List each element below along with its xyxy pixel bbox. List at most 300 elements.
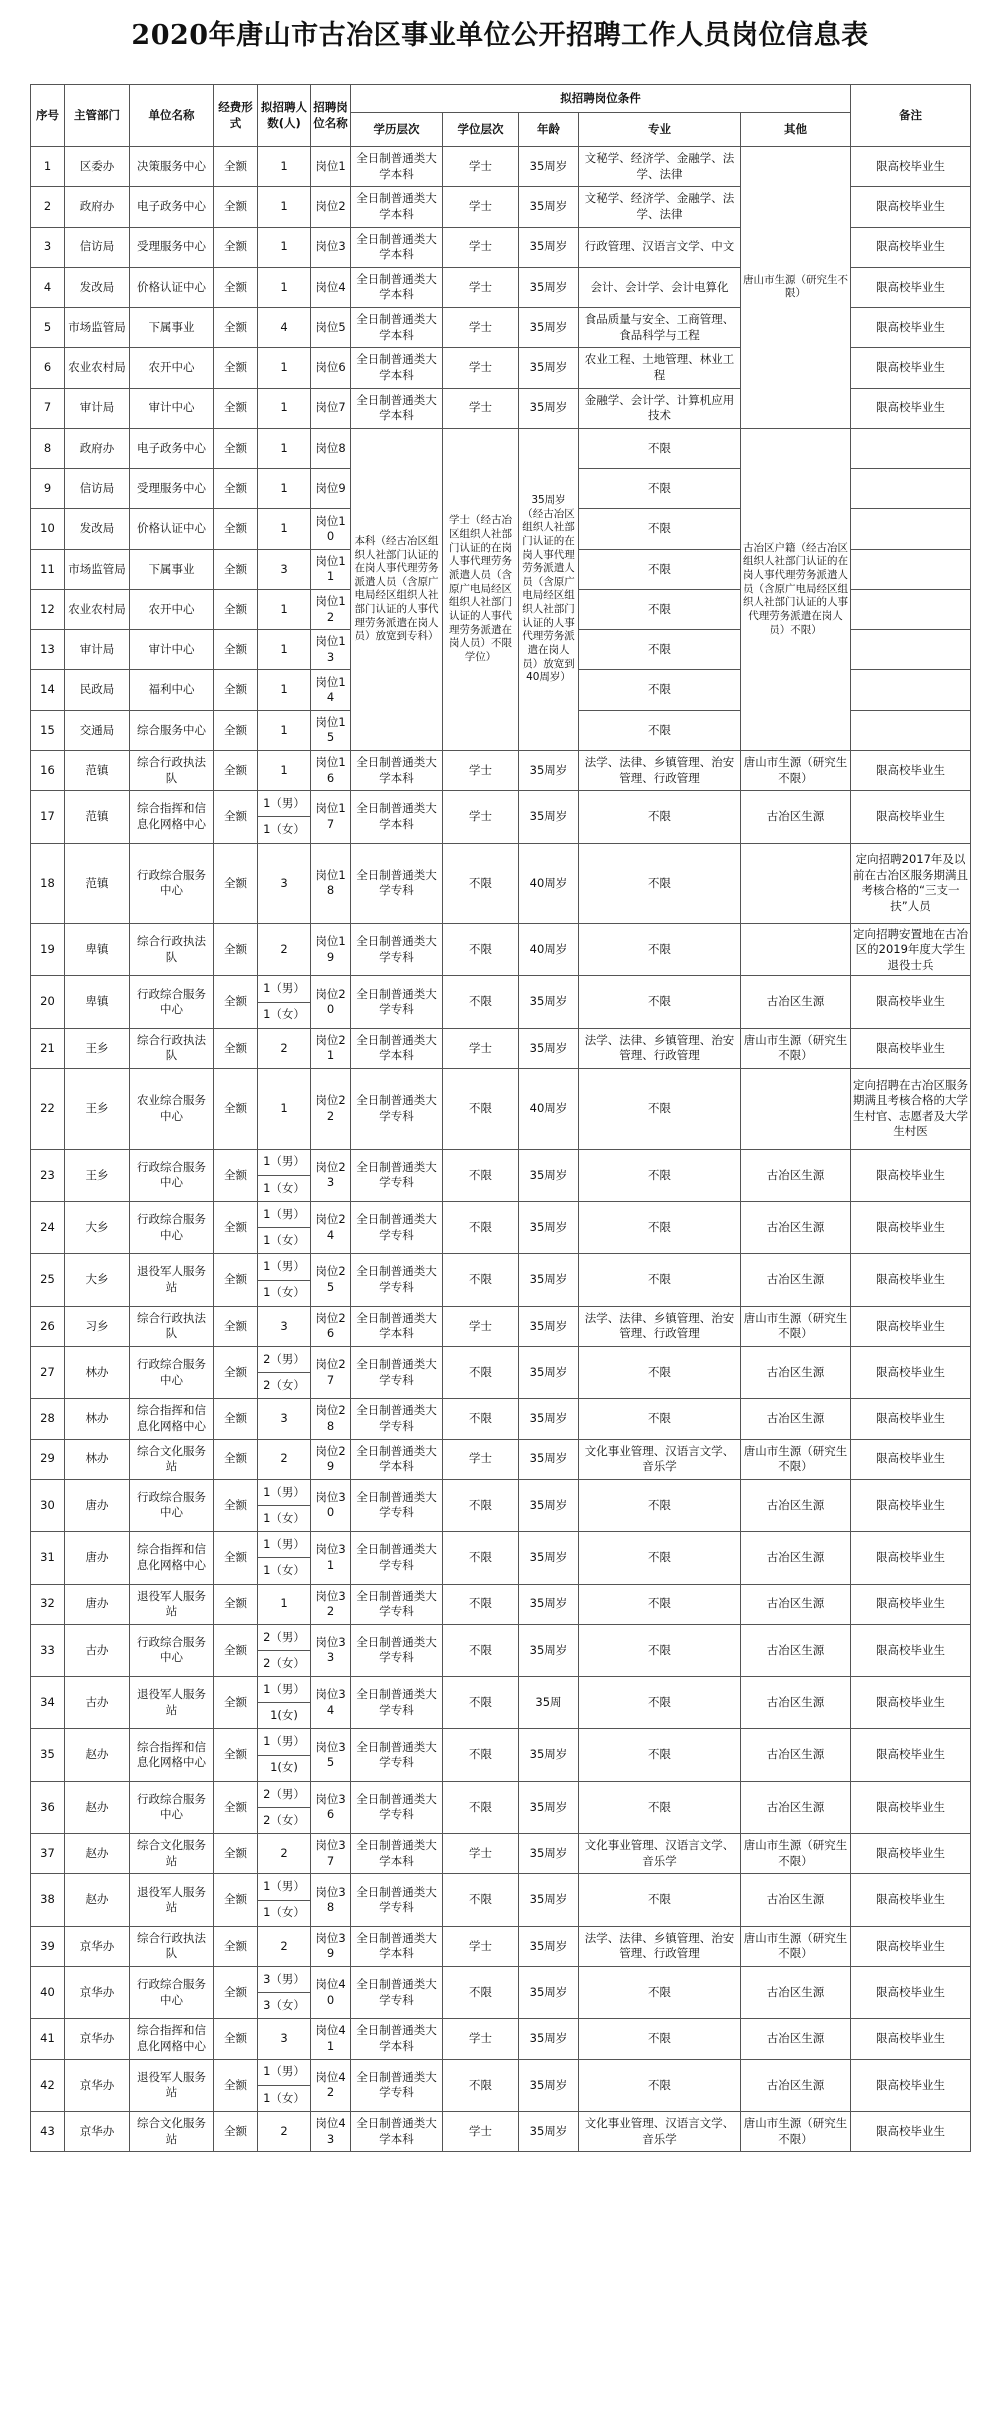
cell-age: 35周岁 bbox=[519, 187, 579, 227]
cell-post: 岗位1 bbox=[311, 147, 351, 187]
cell-funding: 全额 bbox=[214, 1306, 258, 1346]
cell-seq: 15 bbox=[31, 710, 65, 750]
cell-dept: 京华办 bbox=[65, 2111, 130, 2151]
cell-count: 1 bbox=[258, 227, 311, 267]
table-row bbox=[31, 1874, 971, 1900]
cell-count: 1 bbox=[258, 187, 311, 227]
table-row bbox=[31, 2019, 971, 2059]
cell-post: 岗位30 bbox=[311, 1479, 351, 1531]
cell-other: 古冶区生源 bbox=[741, 1149, 851, 1201]
cell-post: 岗位40 bbox=[311, 1967, 351, 2019]
cell-dept: 政府办 bbox=[65, 187, 130, 227]
header-funding: 经费形式 bbox=[214, 85, 258, 147]
cell-age: 35周岁 bbox=[519, 1624, 579, 1676]
cell-count: 1（女） bbox=[258, 1558, 311, 1584]
cell-funding: 全额 bbox=[214, 308, 258, 348]
cell-unit: 行政综合服务中心 bbox=[130, 1149, 214, 1201]
cell-degree: 学士 bbox=[443, 1834, 519, 1874]
cell-dept: 唐办 bbox=[65, 1479, 130, 1531]
cell-count: 1（男） bbox=[258, 1201, 311, 1227]
table-row bbox=[31, 1624, 971, 1650]
cell-unit: 综合行政执法队 bbox=[130, 1926, 214, 1966]
cell-funding: 全额 bbox=[214, 589, 258, 629]
cell-post: 岗位9 bbox=[311, 469, 351, 509]
cell-post: 岗位12 bbox=[311, 589, 351, 629]
cell-degree: 不限 bbox=[443, 1781, 519, 1833]
cell-post: 岗位16 bbox=[311, 750, 351, 790]
cell-major: 不限 bbox=[579, 1254, 741, 1306]
cell-dept: 信访局 bbox=[65, 227, 130, 267]
cell-count: 1（女） bbox=[258, 1175, 311, 1201]
cell-age: 35周岁 bbox=[519, 1584, 579, 1624]
cell-post: 岗位38 bbox=[311, 1874, 351, 1926]
cell-count: 1 bbox=[258, 509, 311, 549]
cell-remark bbox=[851, 589, 971, 629]
cell-other-merged: 唐山市生源（研究生不限） bbox=[741, 147, 851, 429]
job-table bbox=[30, 84, 971, 2152]
cell-major: 不限 bbox=[579, 924, 741, 976]
cell-count: 1（女） bbox=[258, 1280, 311, 1306]
cell-degree: 不限 bbox=[443, 1677, 519, 1729]
cell-other: 古冶区生源 bbox=[741, 976, 851, 1028]
cell-remark: 限高校毕业生 bbox=[851, 1149, 971, 1201]
cell-major: 不限 bbox=[579, 843, 741, 924]
cell-age: 35周岁 bbox=[519, 976, 579, 1028]
cell-funding: 全额 bbox=[214, 1028, 258, 1068]
cell-dept: 交通局 bbox=[65, 710, 130, 750]
cell-major: 文秘学、经济学、金融学、法学、法律 bbox=[579, 187, 741, 227]
cell-unit: 农开中心 bbox=[130, 348, 214, 388]
cell-post: 岗位5 bbox=[311, 308, 351, 348]
table-row bbox=[31, 1306, 971, 1346]
cell-remark: 限高校毕业生 bbox=[851, 1874, 971, 1926]
cell-dept: 赵办 bbox=[65, 1874, 130, 1926]
table-row bbox=[31, 1834, 971, 1874]
cell-edu: 全日制普通类大学专科 bbox=[351, 1624, 443, 1676]
table-row bbox=[31, 1584, 971, 1624]
cell-other: 古冶区生源 bbox=[741, 1781, 851, 1833]
cell-unit: 综合文化服务站 bbox=[130, 2111, 214, 2151]
cell-other-merged: 古冶区户籍（经古冶区组织人社部门认证的在岗人事代理劳务派遣人员（含原广电局经区组织人社部门认证的人事代理劳务派遣在岗人员）不限） bbox=[741, 428, 851, 750]
cell-major: 不限 bbox=[579, 589, 741, 629]
cell-unit: 综合指挥和信息化网格中心 bbox=[130, 791, 214, 843]
cell-degree: 学士 bbox=[443, 147, 519, 187]
cell-edu: 全日制普通类大学专科 bbox=[351, 924, 443, 976]
cell-count: 1（男） bbox=[258, 1729, 311, 1755]
cell-unit: 综合行政执法队 bbox=[130, 1028, 214, 1068]
cell-remark: 限高校毕业生 bbox=[851, 308, 971, 348]
cell-other: 唐山市生源（研究生不限） bbox=[741, 1028, 851, 1068]
cell-unit: 价格认证中心 bbox=[130, 509, 214, 549]
cell-funding: 全额 bbox=[214, 469, 258, 509]
cell-count: 1（男） bbox=[258, 1532, 311, 1558]
cell-post: 岗位17 bbox=[311, 791, 351, 843]
cell-dept: 王乡 bbox=[65, 1149, 130, 1201]
cell-edu: 全日制普通类大学专科 bbox=[351, 1399, 443, 1439]
table-row bbox=[31, 976, 971, 1002]
header-seq: 序号 bbox=[31, 85, 65, 147]
cell-post: 岗位33 bbox=[311, 1624, 351, 1676]
cell-funding: 全额 bbox=[214, 1201, 258, 1253]
cell-remark: 限高校毕业生 bbox=[851, 388, 971, 428]
cell-major: 不限 bbox=[579, 1201, 741, 1253]
cell-unit: 行政综合服务中心 bbox=[130, 1967, 214, 2019]
cell-degree: 不限 bbox=[443, 1346, 519, 1398]
table-row bbox=[31, 2111, 971, 2151]
cell-major: 不限 bbox=[579, 1584, 741, 1624]
cell-edu: 全日制普通类大学本科 bbox=[351, 1028, 443, 1068]
cell-post: 岗位31 bbox=[311, 1532, 351, 1584]
cell-dept: 王乡 bbox=[65, 1069, 130, 1150]
cell-dept: 政府办 bbox=[65, 428, 130, 468]
cell-count: 2 bbox=[258, 2111, 311, 2151]
cell-edu: 全日制普通类大学专科 bbox=[351, 1149, 443, 1201]
cell-seq: 37 bbox=[31, 1834, 65, 1874]
cell-funding: 全额 bbox=[214, 1532, 258, 1584]
cell-unit: 综合指挥和信息化网格中心 bbox=[130, 2019, 214, 2059]
cell-seq: 25 bbox=[31, 1254, 65, 1306]
cell-degree: 学士 bbox=[443, 187, 519, 227]
cell-funding: 全额 bbox=[214, 509, 258, 549]
cell-seq: 33 bbox=[31, 1624, 65, 1676]
cell-degree-merged: 学士（经古冶区组织人社部门认证的在岗人事代理劳务派遣人员（含原广电局经区组织人社部门认证的人事代理劳务派遣在岗人员）不限学位） bbox=[443, 428, 519, 750]
table-row bbox=[31, 428, 971, 468]
cell-funding: 全额 bbox=[214, 924, 258, 976]
cell-edu: 全日制普通类大学本科 bbox=[351, 1306, 443, 1346]
cell-post: 岗位21 bbox=[311, 1028, 351, 1068]
cell-funding: 全额 bbox=[214, 1346, 258, 1398]
cell-funding: 全额 bbox=[214, 976, 258, 1028]
cell-count: 1（男） bbox=[258, 2059, 311, 2085]
cell-remark: 限高校毕业生 bbox=[851, 1439, 971, 1479]
cell-seq: 7 bbox=[31, 388, 65, 428]
cell-dept: 审计局 bbox=[65, 388, 130, 428]
cell-dept: 赵办 bbox=[65, 1834, 130, 1874]
cell-major: 不限 bbox=[579, 1874, 741, 1926]
cell-count: 3 bbox=[258, 843, 311, 924]
cell-other: 古冶区生源 bbox=[741, 1532, 851, 1584]
cell-degree: 学士 bbox=[443, 791, 519, 843]
cell-dept: 京华办 bbox=[65, 2019, 130, 2059]
cell-age: 35周岁 bbox=[519, 1306, 579, 1346]
cell-age: 35周岁 bbox=[519, 1874, 579, 1926]
cell-unit: 行政综合服务中心 bbox=[130, 1201, 214, 1253]
cell-unit: 决策服务中心 bbox=[130, 147, 214, 187]
cell-dept: 唐办 bbox=[65, 1532, 130, 1584]
cell-age: 40周岁 bbox=[519, 843, 579, 924]
cell-seq: 26 bbox=[31, 1306, 65, 1346]
cell-funding: 全额 bbox=[214, 1069, 258, 1150]
header-degree: 学位层次 bbox=[443, 113, 519, 147]
cell-other: 古冶区生源 bbox=[741, 791, 851, 843]
cell-age: 35周岁 bbox=[519, 1399, 579, 1439]
cell-seq: 16 bbox=[31, 750, 65, 790]
cell-unit: 退役军人服务站 bbox=[130, 2059, 214, 2111]
cell-seq: 43 bbox=[31, 2111, 65, 2151]
cell-dept: 区委办 bbox=[65, 147, 130, 187]
cell-count: 1（女） bbox=[258, 1505, 311, 1531]
cell-degree: 学士 bbox=[443, 308, 519, 348]
cell-age: 35周岁 bbox=[519, 1967, 579, 2019]
cell-unit: 福利中心 bbox=[130, 670, 214, 710]
cell-funding: 全额 bbox=[214, 843, 258, 924]
cell-degree: 学士 bbox=[443, 388, 519, 428]
cell-major: 农业工程、土地管理、林业工程 bbox=[579, 348, 741, 388]
cell-funding: 全额 bbox=[214, 428, 258, 468]
cell-remark: 限高校毕业生 bbox=[851, 1967, 971, 2019]
cell-funding: 全额 bbox=[214, 670, 258, 710]
cell-major: 不限 bbox=[579, 509, 741, 549]
cell-remark: 限高校毕业生 bbox=[851, 976, 971, 1028]
cell-age: 35周岁 bbox=[519, 1781, 579, 1833]
cell-seq: 21 bbox=[31, 1028, 65, 1068]
cell-remark: 定向招聘在古冶区服务期满且考核合格的大学生村官、志愿者及大学生村医 bbox=[851, 1069, 971, 1150]
cell-unit: 综合服务中心 bbox=[130, 710, 214, 750]
cell-count: 2 bbox=[258, 1926, 311, 1966]
cell-major: 不限 bbox=[579, 791, 741, 843]
cell-age: 35周岁 bbox=[519, 1254, 579, 1306]
cell-degree: 不限 bbox=[443, 1584, 519, 1624]
cell-dept: 市场监管局 bbox=[65, 308, 130, 348]
table-row bbox=[31, 924, 971, 976]
cell-seq: 2 bbox=[31, 187, 65, 227]
cell-count: 1（女） bbox=[258, 1228, 311, 1254]
cell-count: 2（男） bbox=[258, 1346, 311, 1372]
cell-remark bbox=[851, 509, 971, 549]
cell-count: 2 bbox=[258, 1028, 311, 1068]
cell-unit: 退役军人服务站 bbox=[130, 1677, 214, 1729]
cell-funding: 全额 bbox=[214, 1439, 258, 1479]
cell-count: 3 bbox=[258, 549, 311, 589]
cell-funding: 全额 bbox=[214, 1254, 258, 1306]
cell-remark bbox=[851, 710, 971, 750]
cell-unit: 农开中心 bbox=[130, 589, 214, 629]
cell-count: 1（女） bbox=[258, 1002, 311, 1028]
table-row bbox=[31, 1479, 971, 1505]
cell-edu: 全日制普通类大学专科 bbox=[351, 1346, 443, 1398]
cell-dept: 范镇 bbox=[65, 750, 130, 790]
cell-other: 唐山市生源（研究生不限） bbox=[741, 1306, 851, 1346]
cell-count: 1（男） bbox=[258, 1254, 311, 1280]
cell-major: 不限 bbox=[579, 2059, 741, 2111]
cell-remark: 限高校毕业生 bbox=[851, 348, 971, 388]
cell-major: 法学、法律、乡镇管理、治安管理、行政管理 bbox=[579, 1306, 741, 1346]
cell-other: 唐山市生源（研究生不限） bbox=[741, 1926, 851, 1966]
cell-age: 35周岁 bbox=[519, 2111, 579, 2151]
cell-age: 35周岁 bbox=[519, 1532, 579, 1584]
header-dept: 主管部门 bbox=[65, 85, 130, 147]
cell-count: 1 bbox=[258, 1069, 311, 1150]
cell-unit: 价格认证中心 bbox=[130, 267, 214, 307]
cell-edu: 全日制普通类大学专科 bbox=[351, 1479, 443, 1531]
cell-seq: 27 bbox=[31, 1346, 65, 1398]
cell-edu: 全日制普通类大学专科 bbox=[351, 1677, 443, 1729]
cell-count: 1（男） bbox=[258, 1677, 311, 1703]
cell-post: 岗位28 bbox=[311, 1399, 351, 1439]
cell-edu: 全日制普通类大学本科 bbox=[351, 2019, 443, 2059]
cell-unit: 退役军人服务站 bbox=[130, 1874, 214, 1926]
cell-seq: 22 bbox=[31, 1069, 65, 1150]
cell-unit: 审计中心 bbox=[130, 630, 214, 670]
cell-count: 1 bbox=[258, 428, 311, 468]
cell-remark: 限高校毕业生 bbox=[851, 1926, 971, 1966]
cell-age: 35周岁 bbox=[519, 1479, 579, 1531]
cell-degree: 学士 bbox=[443, 348, 519, 388]
cell-major: 文化事业管理、汉语言文学、音乐学 bbox=[579, 2111, 741, 2151]
cell-count: 1 bbox=[258, 1584, 311, 1624]
cell-funding: 全额 bbox=[214, 227, 258, 267]
cell-other: 古冶区生源 bbox=[741, 1479, 851, 1531]
cell-count: 1 bbox=[258, 589, 311, 629]
cell-dept: 京华办 bbox=[65, 1967, 130, 2019]
cell-major: 不限 bbox=[579, 1781, 741, 1833]
cell-edu: 全日制普通类大学专科 bbox=[351, 1781, 443, 1833]
cell-seq: 9 bbox=[31, 469, 65, 509]
header-unit: 单位名称 bbox=[130, 85, 214, 147]
cell-major: 不限 bbox=[579, 1069, 741, 1150]
cell-unit: 行政综合服务中心 bbox=[130, 1781, 214, 1833]
table-row bbox=[31, 1439, 971, 1479]
cell-funding: 全额 bbox=[214, 348, 258, 388]
cell-edu: 全日制普通类大学专科 bbox=[351, 1874, 443, 1926]
cell-other: 古冶区生源 bbox=[741, 1346, 851, 1398]
cell-funding: 全额 bbox=[214, 1399, 258, 1439]
header-remark: 备注 bbox=[851, 85, 971, 147]
cell-count: 1（女） bbox=[258, 1900, 311, 1926]
cell-major: 不限 bbox=[579, 1346, 741, 1398]
cell-dept: 古办 bbox=[65, 1624, 130, 1676]
cell-seq: 39 bbox=[31, 1926, 65, 1966]
cell-major: 行政管理、汉语言文学、中文 bbox=[579, 227, 741, 267]
cell-count: 1 bbox=[258, 710, 311, 750]
cell-count: 1 bbox=[258, 388, 311, 428]
cell-other: 古冶区生源 bbox=[741, 1967, 851, 2019]
cell-remark: 限高校毕业生 bbox=[851, 1677, 971, 1729]
cell-edu: 全日制普通类大学本科 bbox=[351, 791, 443, 843]
cell-seq: 24 bbox=[31, 1201, 65, 1253]
cell-dept: 古办 bbox=[65, 1677, 130, 1729]
cell-major: 法学、法律、乡镇管理、治安管理、行政管理 bbox=[579, 1028, 741, 1068]
cell-edu: 全日制普通类大学本科 bbox=[351, 267, 443, 307]
cell-seq: 41 bbox=[31, 2019, 65, 2059]
cell-count: 1 bbox=[258, 750, 311, 790]
cell-funding: 全额 bbox=[214, 1834, 258, 1874]
cell-unit: 农业综合服务中心 bbox=[130, 1069, 214, 1150]
cell-degree: 不限 bbox=[443, 2059, 519, 2111]
cell-dept: 卑镇 bbox=[65, 976, 130, 1028]
cell-remark: 限高校毕业生 bbox=[851, 1346, 971, 1398]
cell-dept: 王乡 bbox=[65, 1028, 130, 1068]
cell-unit: 下属事业 bbox=[130, 549, 214, 589]
cell-other: 古冶区生源 bbox=[741, 1729, 851, 1781]
cell-edu: 全日制普通类大学本科 bbox=[351, 2111, 443, 2151]
cell-major: 不限 bbox=[579, 1532, 741, 1584]
cell-funding: 全额 bbox=[214, 187, 258, 227]
cell-edu: 全日制普通类大学本科 bbox=[351, 1834, 443, 1874]
cell-count: 2 bbox=[258, 924, 311, 976]
cell-seq: 34 bbox=[31, 1677, 65, 1729]
cell-seq: 20 bbox=[31, 976, 65, 1028]
cell-remark: 定向招聘2017年及以前在古冶区服务期满且考核合格的“三支一扶”人员 bbox=[851, 843, 971, 924]
cell-age: 35周岁 bbox=[519, 1346, 579, 1398]
cell-degree: 学士 bbox=[443, 267, 519, 307]
cell-major: 法学、法律、乡镇管理、治安管理、行政管理 bbox=[579, 750, 741, 790]
cell-seq: 3 bbox=[31, 227, 65, 267]
cell-seq: 17 bbox=[31, 791, 65, 843]
cell-post: 岗位7 bbox=[311, 388, 351, 428]
cell-remark bbox=[851, 428, 971, 468]
header-post: 招聘岗位名称 bbox=[311, 85, 351, 147]
cell-dept: 赵办 bbox=[65, 1781, 130, 1833]
cell-degree: 不限 bbox=[443, 1624, 519, 1676]
cell-post: 岗位42 bbox=[311, 2059, 351, 2111]
cell-unit: 受理服务中心 bbox=[130, 227, 214, 267]
cell-count: 2（男） bbox=[258, 1781, 311, 1807]
cell-post: 岗位32 bbox=[311, 1584, 351, 1624]
cell-funding: 全额 bbox=[214, 1874, 258, 1926]
cell-funding: 全额 bbox=[214, 1584, 258, 1624]
cell-dept: 习乡 bbox=[65, 1306, 130, 1346]
cell-age: 35周岁 bbox=[519, 1028, 579, 1068]
cell-degree: 学士 bbox=[443, 1028, 519, 1068]
cell-unit: 审计中心 bbox=[130, 388, 214, 428]
cell-post: 岗位27 bbox=[311, 1346, 351, 1398]
cell-major: 不限 bbox=[579, 469, 741, 509]
cell-age: 35周岁 bbox=[519, 1201, 579, 1253]
cell-seq: 19 bbox=[31, 924, 65, 976]
cell-edu: 全日制普通类大学本科 bbox=[351, 750, 443, 790]
cell-degree: 学士 bbox=[443, 2111, 519, 2151]
cell-degree: 学士 bbox=[443, 2019, 519, 2059]
cell-major: 不限 bbox=[579, 1624, 741, 1676]
cell-edu: 全日制普通类大学本科 bbox=[351, 227, 443, 267]
cell-seq: 42 bbox=[31, 2059, 65, 2111]
cell-major: 不限 bbox=[579, 630, 741, 670]
table-row bbox=[31, 147, 971, 187]
cell-funding: 全额 bbox=[214, 2111, 258, 2151]
cell-unit: 退役军人服务站 bbox=[130, 1584, 214, 1624]
cell-count: 1 bbox=[258, 469, 311, 509]
cell-age: 35周岁 bbox=[519, 147, 579, 187]
cell-funding: 全额 bbox=[214, 267, 258, 307]
cell-age: 35周岁 bbox=[519, 2059, 579, 2111]
cell-degree: 学士 bbox=[443, 750, 519, 790]
cell-dept: 大乡 bbox=[65, 1254, 130, 1306]
cell-count: 2（女） bbox=[258, 1650, 311, 1676]
cell-post: 岗位8 bbox=[311, 428, 351, 468]
cell-post: 岗位14 bbox=[311, 670, 351, 710]
cell-remark: 限高校毕业生 bbox=[851, 187, 971, 227]
cell-funding: 全额 bbox=[214, 1677, 258, 1729]
cell-edu: 全日制普通类大学本科 bbox=[351, 1926, 443, 1966]
cell-seq: 13 bbox=[31, 630, 65, 670]
cell-remark: 限高校毕业生 bbox=[851, 1201, 971, 1253]
cell-post: 岗位11 bbox=[311, 549, 351, 589]
cell-edu: 全日制普通类大学专科 bbox=[351, 1532, 443, 1584]
cell-edu: 全日制普通类大学专科 bbox=[351, 1729, 443, 1781]
cell-major: 不限 bbox=[579, 1729, 741, 1781]
cell-seq: 12 bbox=[31, 589, 65, 629]
cell-remark bbox=[851, 630, 971, 670]
table-row bbox=[31, 1254, 971, 1280]
table-row bbox=[31, 1532, 971, 1558]
table-row bbox=[31, 1399, 971, 1439]
header-age: 年龄 bbox=[519, 113, 579, 147]
cell-post: 岗位37 bbox=[311, 1834, 351, 1874]
cell-post: 岗位36 bbox=[311, 1781, 351, 1833]
cell-seq: 35 bbox=[31, 1729, 65, 1781]
cell-major: 不限 bbox=[579, 670, 741, 710]
